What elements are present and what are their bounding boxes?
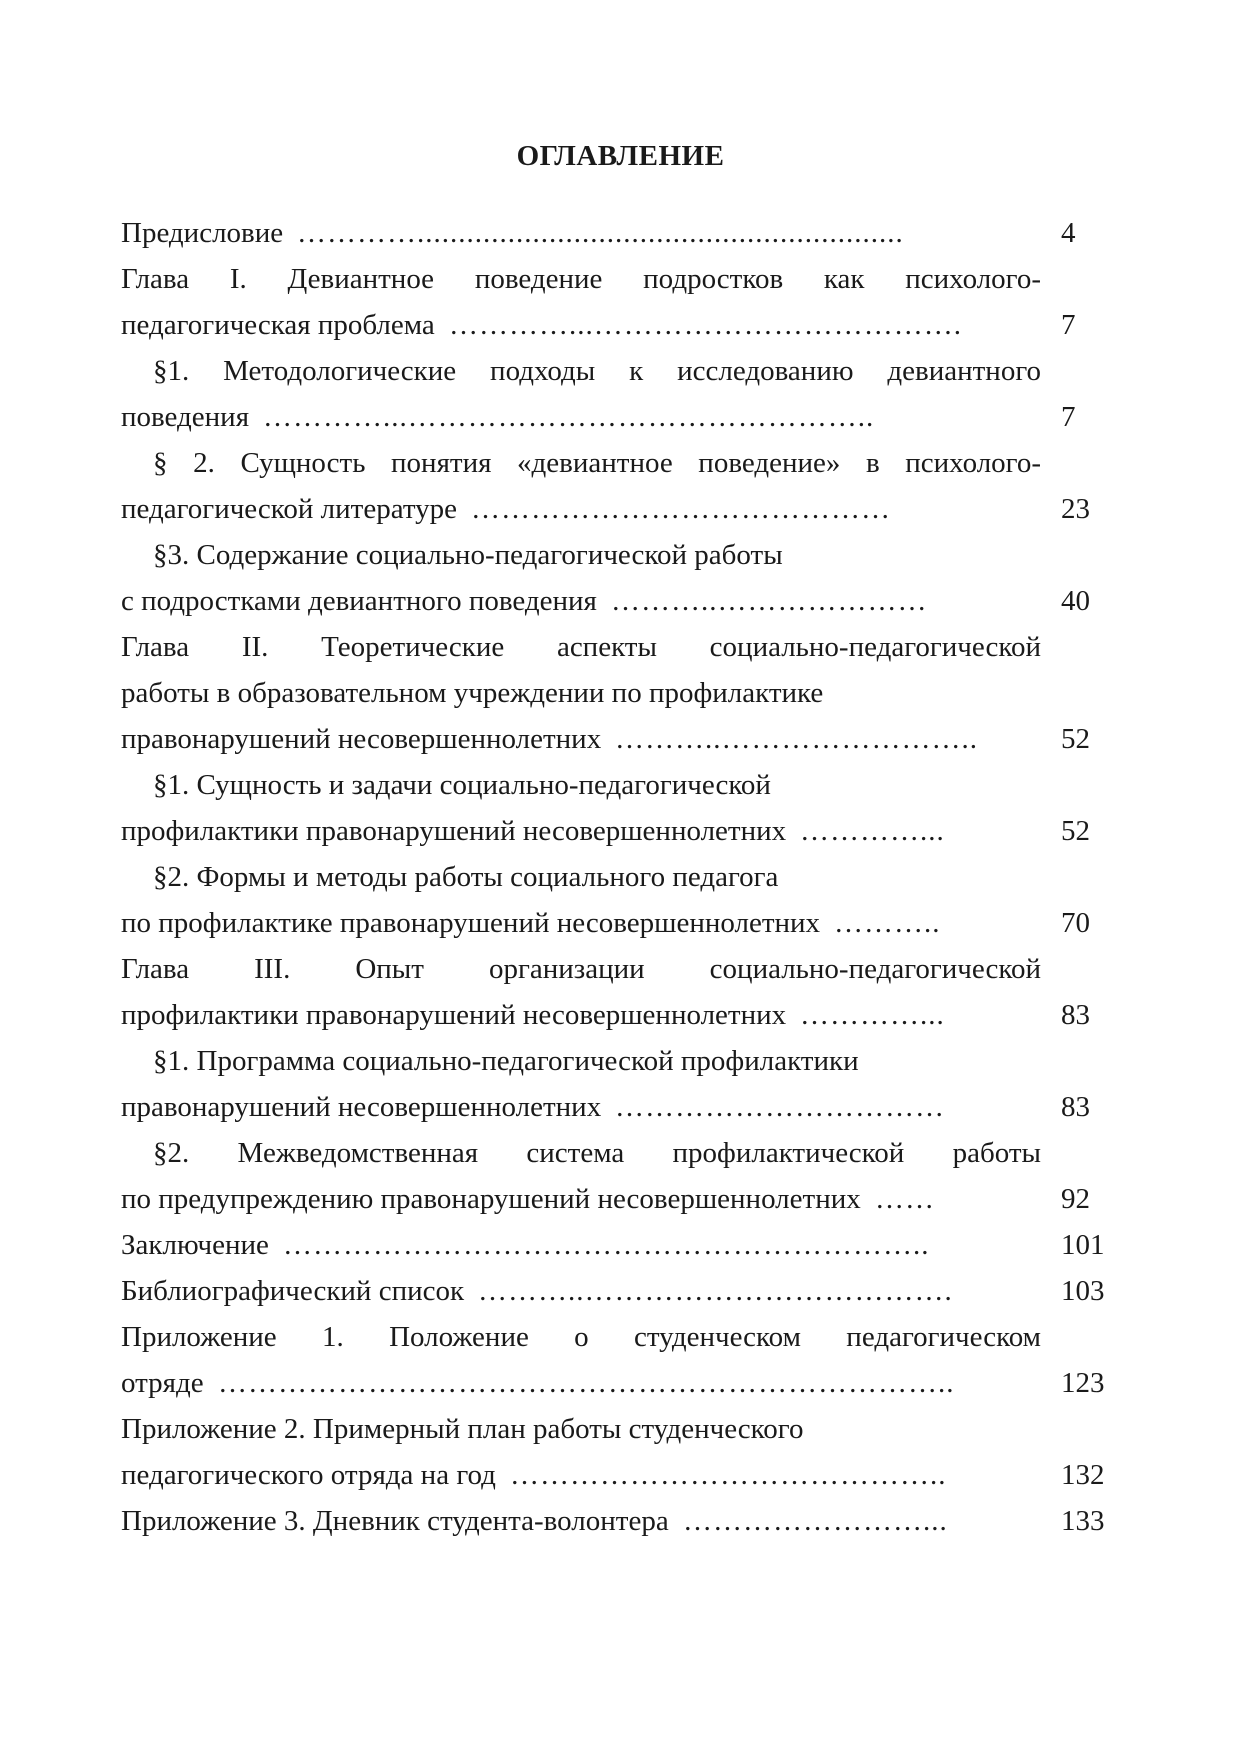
- toc-entry-line: [121, 1406, 1121, 1452]
- toc-entry[interactable]: [121, 1314, 1121, 1406]
- toc-entry[interactable]: [121, 1222, 1121, 1268]
- toc-entry-line: [121, 578, 1121, 624]
- toc-page-number: 7: [1061, 401, 1076, 433]
- toc-entry-text: отряде: [121, 1367, 204, 1399]
- toc-entry[interactable]: [121, 1038, 1121, 1130]
- toc-page-number: 92: [1061, 1183, 1090, 1215]
- toc-dot-leader: ………..…………………: [611, 585, 928, 617]
- toc-page-number: 103: [1061, 1275, 1105, 1307]
- toc-entry-text: §3. Содержание социально-педагогической работы: [153, 539, 783, 571]
- toc-entry-line: [121, 762, 1121, 808]
- table-of-contents: [121, 210, 1121, 1544]
- toc-entry-text: Приложение 1. Положение о студенческом педагогическом: [121, 1321, 1041, 1353]
- toc-dot-leader: ………..: [834, 907, 941, 939]
- toc-entry[interactable]: [121, 1130, 1121, 1222]
- toc-entry[interactable]: [121, 256, 1121, 348]
- toc-entry-text: Глава I. Девиантное поведение подростков как психолого-: [121, 263, 1041, 295]
- toc-entry[interactable]: [121, 1498, 1121, 1544]
- toc-entry-text: §2. Межведомственная система профилактической работы: [153, 1137, 1041, 1169]
- toc-dot-leader: ……………………………………..: [510, 1459, 947, 1491]
- toc-dot-leader: ……………………………………: [471, 493, 891, 525]
- toc-page-number: 132: [1061, 1459, 1105, 1491]
- toc-entry[interactable]: [121, 532, 1121, 624]
- toc-entry-text: работы в образовательном учреждении по профилактике: [121, 677, 824, 709]
- toc-entry-text: правонарушений несовершеннолетних: [121, 723, 602, 755]
- toc-entry-line: [121, 946, 1121, 992]
- toc-entry-line: [121, 486, 1121, 532]
- toc-entry-line: [121, 670, 1121, 716]
- toc-entry-text: Предисловие: [121, 217, 284, 249]
- toc-entry-text: Приложение 3. Дневник студента-волонтера: [121, 1505, 669, 1537]
- toc-entry-text: §1. Программа социально-педагогической профилактики: [153, 1045, 859, 1077]
- toc-entry-text: по предупреждению правонарушений несовершеннолетних: [121, 1183, 861, 1215]
- toc-entry-line: [121, 1360, 1121, 1406]
- toc-entry[interactable]: [121, 440, 1121, 532]
- toc-entry-text: педагогической литературе: [121, 493, 457, 525]
- toc-page-number: 52: [1061, 723, 1090, 755]
- toc-entry-line: [121, 1314, 1121, 1360]
- toc-page-number: 83: [1061, 999, 1090, 1031]
- toc-entry-line: [121, 1038, 1121, 1084]
- toc-entry-line: [121, 1084, 1121, 1130]
- toc-page-number: 4: [1061, 217, 1076, 249]
- toc-entry[interactable]: [121, 210, 1121, 256]
- toc-entry-text: профилактики правонарушений несовершеннолетних: [121, 999, 787, 1031]
- toc-entry-line: [121, 624, 1121, 670]
- toc-entry-text: §2. Формы и методы работы социального педагога: [153, 861, 779, 893]
- page-title: ОГЛАВЛЕНИЕ: [516, 140, 725, 172]
- toc-entry-text: с подростками девиантного поведения: [121, 585, 597, 617]
- toc-entry-text: Библиографический список: [121, 1275, 465, 1307]
- toc-entry-line: [121, 808, 1121, 854]
- toc-entry-line: [121, 854, 1121, 900]
- toc-entry-line: [121, 532, 1121, 578]
- toc-page-number: 70: [1061, 907, 1090, 939]
- toc-entry[interactable]: [121, 624, 1121, 762]
- toc-dot-leader: …………...……………………………….: [449, 309, 962, 341]
- toc-dot-leader: …………...: [800, 999, 945, 1031]
- toc-entry-text: по профилактике правонарушений несовершеннолетних: [121, 907, 821, 939]
- toc-entry-line: [121, 1130, 1121, 1176]
- toc-entry-text: педагогическая проблема: [121, 309, 435, 341]
- toc-entry-line: [121, 1222, 1121, 1268]
- toc-entry-line: [121, 716, 1121, 762]
- toc-dot-leader: …………...: [800, 815, 945, 847]
- toc-entry-line: [121, 1268, 1121, 1314]
- toc-page-number: 83: [1061, 1091, 1090, 1123]
- toc-dot-leader: ………………………………………………………..: [283, 1229, 930, 1261]
- toc-dot-leader: ……………………………: [615, 1091, 945, 1123]
- toc-dot-leader: …………...........................................................: [297, 217, 904, 249]
- toc-page-number: 52: [1061, 815, 1090, 847]
- toc-dot-leader: ……………………...: [683, 1505, 948, 1537]
- toc-entry-text: Заключение: [121, 1229, 269, 1261]
- toc-entry-text: Приложение 2. Примерный план работы студенческого: [121, 1413, 804, 1445]
- toc-entry-text: Глава III. Опыт организации социально-педагогической: [121, 953, 1041, 985]
- toc-entry[interactable]: [121, 946, 1121, 1038]
- toc-entry-text: Глава II. Теоретические аспекты социально-педагогической: [121, 631, 1041, 663]
- toc-entry-line: [121, 900, 1121, 946]
- toc-entry-line: [121, 302, 1121, 348]
- toc-entry-line: [121, 210, 1121, 256]
- toc-entry-line: [121, 440, 1121, 486]
- toc-page-number: 123: [1061, 1367, 1105, 1399]
- toc-entry-line: [121, 394, 1121, 440]
- toc-dot-leader: …………...………………………………………..: [263, 401, 875, 433]
- toc-dot-leader: ………………………………………………………………..: [218, 1367, 955, 1399]
- toc-entry[interactable]: [121, 1406, 1121, 1498]
- toc-entry[interactable]: [121, 1268, 1121, 1314]
- toc-dot-leader: ………..……………………………….: [478, 1275, 953, 1307]
- toc-entry-line: [121, 348, 1121, 394]
- toc-entry-line: [121, 1498, 1121, 1544]
- toc-page-number: 133: [1061, 1505, 1105, 1537]
- toc-page-number: 40: [1061, 585, 1090, 617]
- toc-entry-line: [121, 992, 1121, 1038]
- toc-entry-text: § 2. Сущность понятия «девиантное поведение» в психолого-: [153, 447, 1041, 479]
- toc-entry-text: §1. Сущность и задачи социально-педагогической: [153, 769, 771, 801]
- toc-entry-text: поведения: [121, 401, 250, 433]
- toc-entry[interactable]: [121, 854, 1121, 946]
- toc-page-number: 7: [1061, 309, 1076, 341]
- toc-dot-leader: ………..……………………..: [615, 723, 978, 755]
- toc-entry[interactable]: [121, 348, 1121, 440]
- toc-entry-text: профилактики правонарушений несовершеннолетних: [121, 815, 787, 847]
- toc-entry-text: педагогического отряда на год: [121, 1459, 496, 1491]
- toc-entry-text: §1. Методологические подходы к исследованию девиантного: [153, 355, 1041, 387]
- toc-page-number: 101: [1061, 1229, 1105, 1261]
- toc-dot-leader: ……: [875, 1183, 935, 1215]
- toc-page-number: 23: [1061, 493, 1090, 525]
- toc-entry-line: [121, 1176, 1121, 1222]
- toc-entry[interactable]: [121, 762, 1121, 854]
- toc-entry-text: правонарушений несовершеннолетних: [121, 1091, 602, 1123]
- toc-entry-line: [121, 1452, 1121, 1498]
- toc-entry-line: [121, 256, 1121, 302]
